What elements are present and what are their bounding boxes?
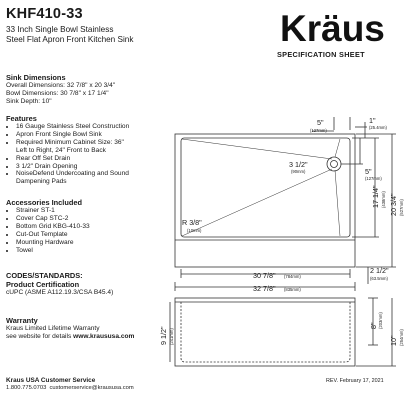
list-item: • Rear Off Set Drain: [16, 155, 176, 163]
footer-company: Kraus USA Customer Service: [6, 377, 96, 384]
list-item: • Towel: [16, 247, 176, 255]
apron-offset-label: 2 1/2": [370, 266, 389, 275]
bowl-depth-label: 17 1/4": [371, 185, 380, 208]
svg-text:(10mm): (10mm): [187, 228, 202, 233]
warranty-section: [6, 316, 134, 341]
drain-inner-circle: [331, 161, 338, 168]
spec-sheet-label: SPECIFICATION SHEET: [277, 50, 365, 59]
logo-text: Kräus: [280, 8, 385, 49]
bowl-outline: [181, 138, 350, 237]
overall-depth-label: 20 3/4": [389, 193, 398, 216]
title-line-2: Steel Flat Apron Front Kitchen Sink: [6, 35, 134, 44]
svg-text:(241mm): (241mm): [169, 328, 174, 345]
overall-width-label: 32 7/8": [253, 284, 276, 293]
svg-text:(254mm): (254mm): [399, 329, 404, 346]
svg-text:(63.5mm): (63.5mm): [370, 276, 388, 281]
drain-circle: [327, 157, 341, 171]
certification-line: cUPC (ASME A112.19.3/CSA B45.4): [6, 289, 114, 296]
codes-heading: CODES/STANDARDS:: [6, 271, 83, 280]
list-item: • Strainer ST-1: [16, 207, 176, 215]
svg-text:(527mm): (527mm): [399, 199, 404, 216]
bowl-dimensions: Bowl Dimensions: 30 7/8" x 17 1/4": [6, 89, 109, 97]
corner-radius-label: R 3/8": [182, 218, 202, 227]
revision-date: REV. February 17, 2021: [326, 378, 384, 384]
features-heading: Features: [6, 114, 37, 123]
svg-text:(203mm): (203mm): [378, 312, 383, 329]
warranty-heading: Warranty: [6, 316, 38, 325]
list-item: • Cover Cap STC-2: [16, 215, 176, 223]
model-number: KHF410-33: [6, 6, 83, 22]
svg-text:(25.4mm): (25.4mm): [369, 125, 387, 130]
features-section: [6, 114, 176, 186]
svg-text:(784mm): (784mm): [284, 274, 301, 279]
top-offset-label: 5": [317, 118, 324, 127]
certification-subheading: Product Certification: [6, 280, 80, 289]
drain-size-label: 3 1/2": [289, 160, 308, 169]
codes-section: [6, 271, 113, 297]
apron-total-label: 10": [389, 335, 398, 346]
sink-depth: Sink Depth: 10": [6, 97, 52, 105]
svg-text:(127mm): (127mm): [310, 128, 327, 133]
footer-contact: [6, 385, 134, 391]
apron-height-label: 9 1/2": [159, 326, 168, 345]
bowl-profile-hidden: [181, 302, 350, 362]
list-item: • 16 Gauge Stainless Steel Construction: [16, 123, 176, 131]
list-item: • NoiseDefend Undercoating and Sound Dampening Pads: [16, 170, 176, 186]
accessories-heading: Accessories Included: [6, 198, 82, 207]
list-item: • Mounting Hardware: [16, 239, 176, 247]
kraus-logo: [278, 8, 398, 48]
warranty-line: Kraus Limited Lifetime Warranty: [6, 325, 100, 332]
list-item: • Required Minimum Cabinet Size: 36" Left to Right, 24" Front to Back: [16, 139, 176, 155]
bowl-width-label: 30 7/8": [253, 271, 276, 280]
dimension-labels: [159, 116, 404, 346]
list-item: • Apron Front Single Bowl Sink: [16, 131, 176, 139]
warranty-details: see website for details www.kraususa.com: [6, 332, 135, 340]
front-elevation-outline: [175, 298, 355, 366]
drain-depth-label: 5": [365, 167, 372, 176]
side-offset-label: 1": [369, 116, 376, 125]
overall-dimensions: Overall Dimensions: 32 7/8" x 20 3/4": [6, 82, 116, 89]
website-link[interactable]: www.kraususa.com: [73, 332, 135, 340]
list-item: • Cut-Out Template: [16, 231, 176, 239]
svg-text:(90mm): (90mm): [291, 169, 306, 174]
sink-technical-drawing: [159, 112, 416, 374]
title-line-1: 33 Inch Single Bowl Stainless: [6, 25, 114, 34]
footer-phone: 1.800.775.0703: [6, 385, 47, 391]
svg-text:(835mm): (835mm): [284, 287, 301, 292]
accessories-list: [6, 207, 176, 254]
svg-text:(438mm): (438mm): [381, 191, 386, 208]
list-item: • 3 1/2" Drain Opening: [16, 163, 176, 171]
accessories-section: [6, 198, 176, 254]
features-list: [6, 123, 176, 186]
sink-outline: [175, 134, 355, 267]
svg-text:(127mm): (127mm): [365, 176, 382, 181]
list-item: • Bottom Grid KBG-410-33: [16, 223, 176, 231]
apron-inner-label: 8": [369, 322, 378, 329]
footer-email[interactable]: customerservice@kraususa.com: [49, 385, 134, 391]
product-title: [6, 25, 171, 45]
sink-dimensions-section: [6, 73, 115, 106]
sink-dimensions-heading: Sink Dimensions: [6, 73, 66, 82]
